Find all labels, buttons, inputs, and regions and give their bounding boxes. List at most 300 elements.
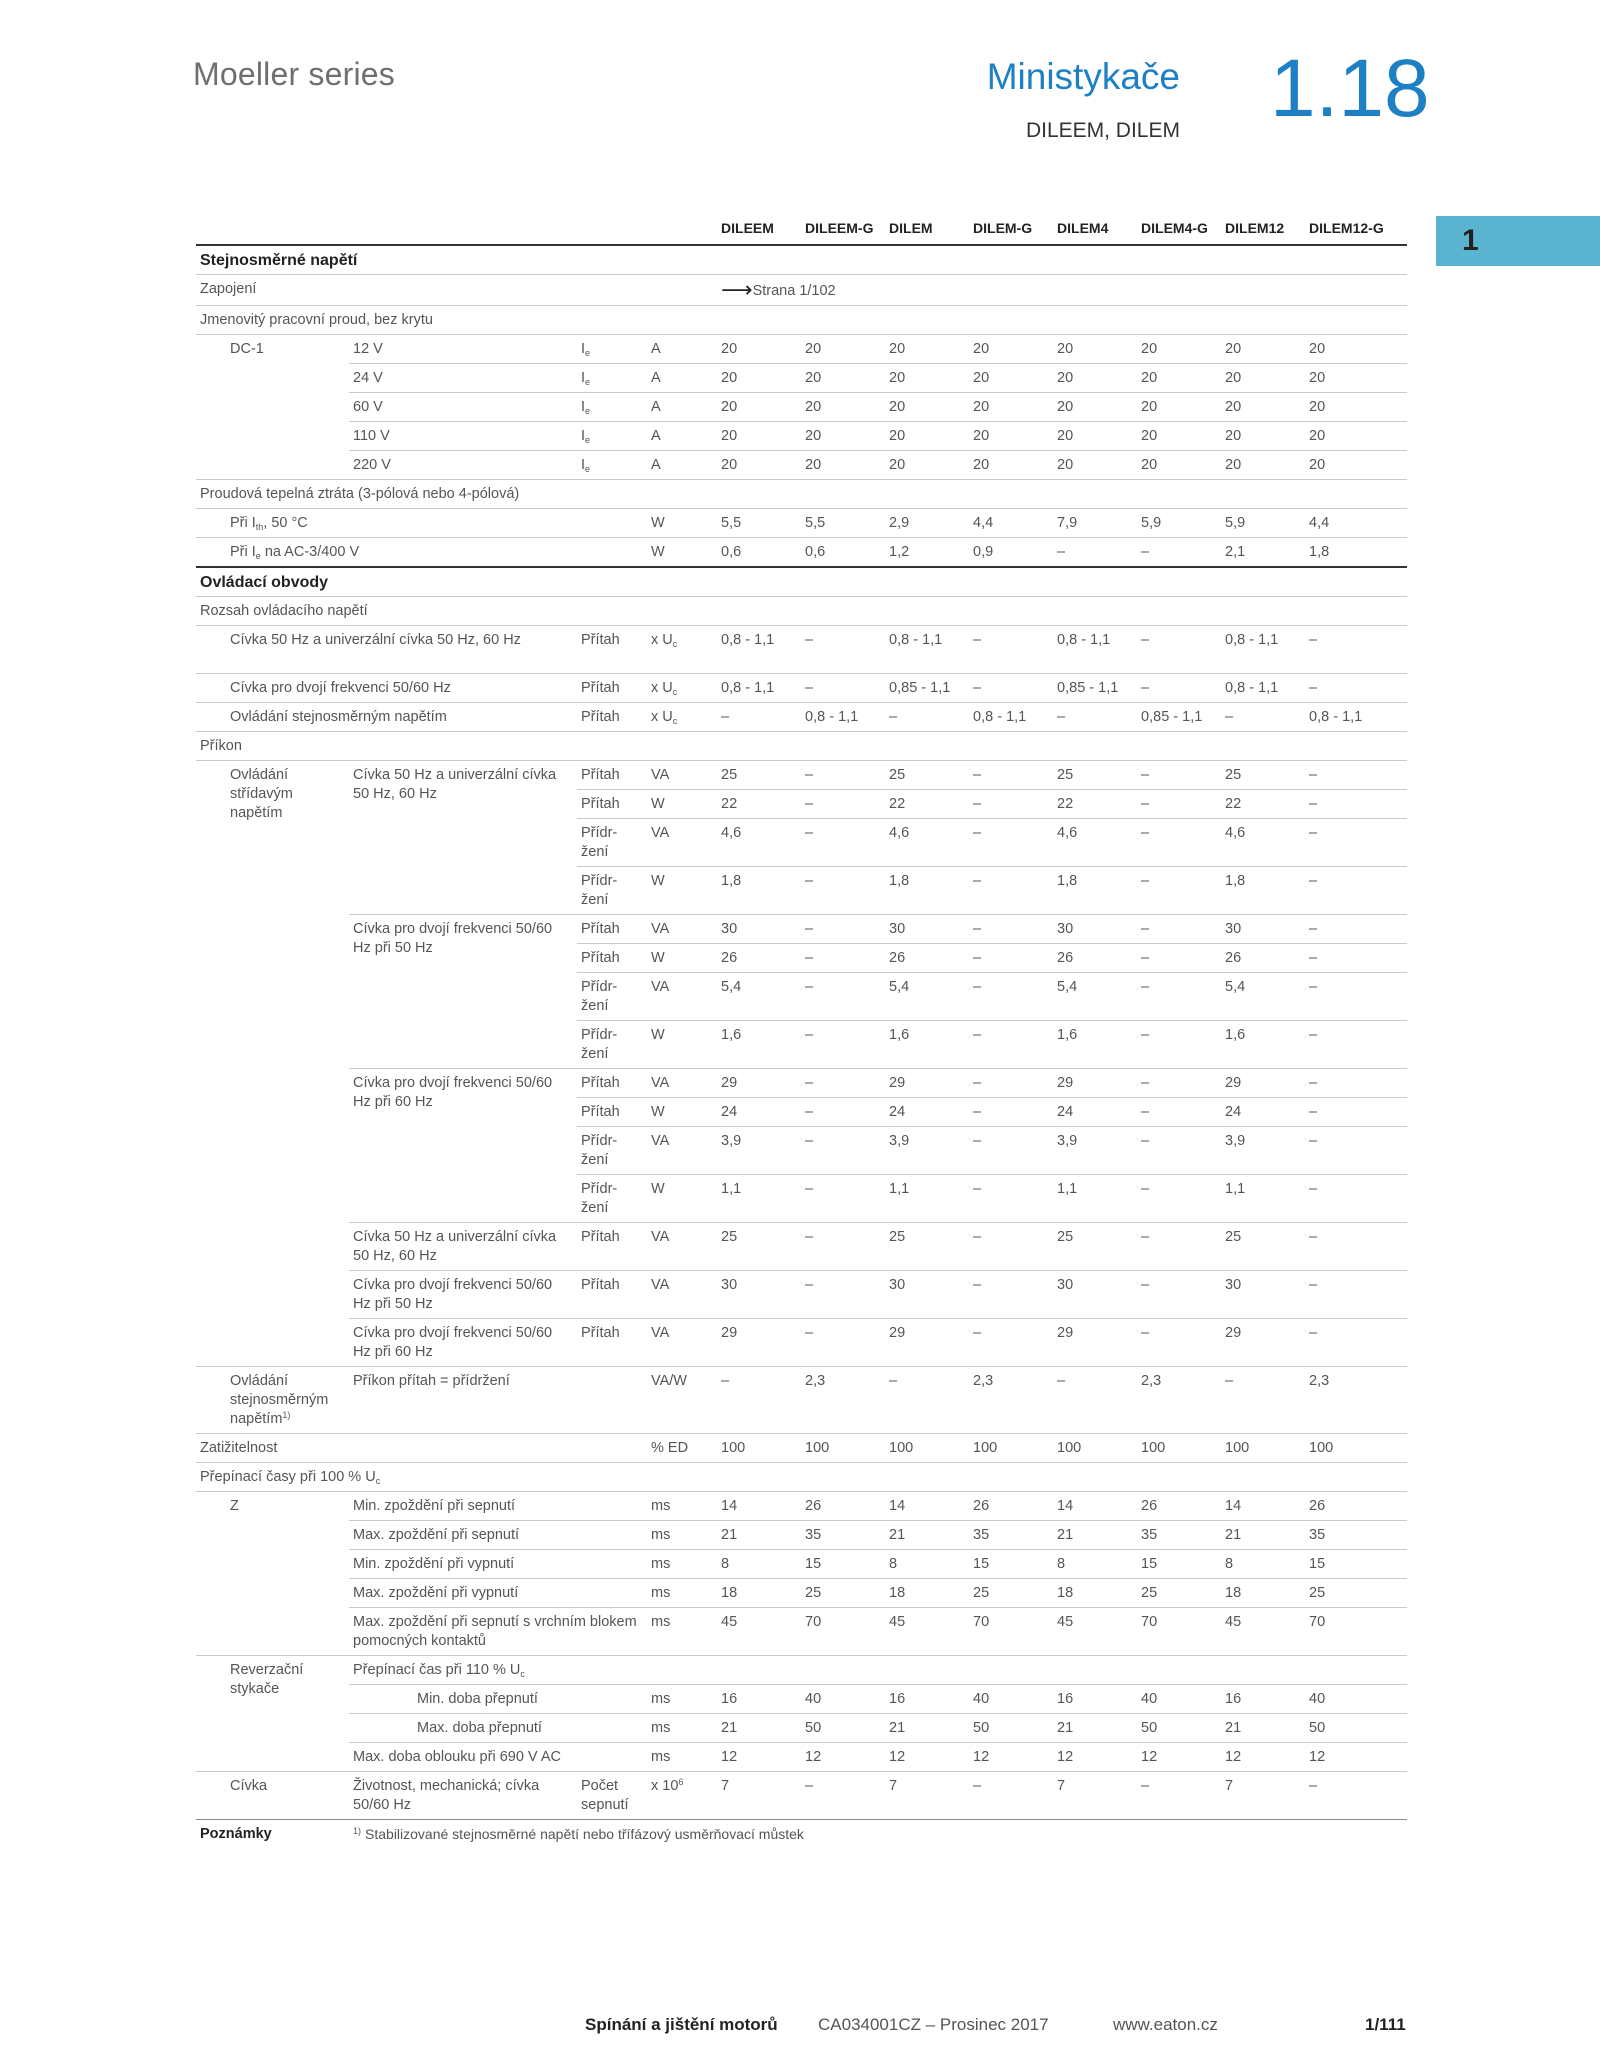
value-cell: – (801, 915, 885, 944)
value-cell: 7 (1053, 1772, 1137, 1820)
kind-cell: Přítah (577, 761, 647, 790)
column-header-dilem-g: DILEM-G (969, 214, 1053, 245)
value-cell: 0,8 - 1,1 (1053, 626, 1137, 674)
z-row (196, 1521, 1407, 1550)
value-cell: 100 (969, 1434, 1053, 1463)
footer-page: 1/111 (1365, 2015, 1406, 2034)
value-cell: 1,8 (885, 867, 969, 915)
value-cell: 2,1 (1221, 538, 1305, 568)
loss-sub: th (255, 522, 264, 532)
value-cell: 20 (1053, 335, 1137, 364)
spec-table (196, 214, 1407, 1849)
dc-control-text: Ovládání stejnosměrným napětím (230, 1373, 329, 1427)
value-cell: 40 (1137, 1685, 1221, 1714)
value-cell: 22 (717, 790, 801, 819)
section-row (196, 245, 1407, 275)
kind-cell: Přítah (577, 1271, 647, 1319)
symbol-sub: e (585, 435, 591, 445)
value-cell: 1,8 (1305, 538, 1407, 568)
value-cell: – (801, 1772, 885, 1820)
value-cell: 2,3 (969, 1367, 1053, 1434)
value-cell: 20 (717, 364, 801, 393)
coil-label: Cívka (196, 1772, 349, 1820)
value-cell: 20 (1305, 451, 1407, 480)
value-cell: 12 (885, 1743, 969, 1772)
notes-row (196, 1820, 1407, 1850)
value-cell: 30 (1221, 1271, 1305, 1319)
value-cell: – (801, 1127, 885, 1175)
side-tab-label: 1 (1462, 224, 1479, 257)
voltage-label: 12 V (349, 335, 577, 364)
table-row (196, 451, 1407, 480)
z-row (196, 1550, 1407, 1579)
power-label: Příkon (196, 732, 1407, 761)
chapter-number: 1.18 (1270, 43, 1430, 134)
power-row (196, 761, 1407, 790)
value-cell: 8 (717, 1550, 801, 1579)
dc-control-row (196, 1367, 1407, 1434)
value-cell: – (1053, 1367, 1137, 1434)
value-cell: – (801, 1021, 885, 1069)
value-cell: – (969, 1772, 1053, 1820)
table-row (196, 364, 1407, 393)
voltage-label: 24 V (349, 364, 577, 393)
unit-cell: A (647, 451, 717, 480)
value-cell: – (801, 1319, 885, 1367)
value-cell: 20 (1137, 393, 1221, 422)
symbol: I (581, 428, 586, 444)
value-cell: 0,8 - 1,1 (717, 626, 801, 674)
value-cell: – (1137, 944, 1221, 973)
value-cell: – (1137, 1069, 1221, 1098)
value-cell: 0,85 - 1,1 (1053, 674, 1137, 703)
value-cell: 0,8 - 1,1 (969, 703, 1053, 732)
value-cell: 20 (717, 451, 801, 480)
symbol: I (581, 399, 586, 415)
value-cell: – (1305, 1021, 1407, 1069)
footnote-ref: 1) (282, 1410, 291, 1420)
value-cell: 20 (717, 422, 801, 451)
value-cell: 4,4 (1305, 509, 1407, 538)
value-cell: 5,4 (717, 973, 801, 1021)
value-cell: 4,4 (969, 509, 1053, 538)
symbol-sub: e (585, 377, 591, 387)
value-cell: 12 (1221, 1743, 1305, 1772)
notes-label: Poznámky (200, 1826, 272, 1842)
kind-cell: Přítah (577, 703, 647, 732)
value-cell: – (801, 626, 885, 674)
value-cell: 20 (1221, 422, 1305, 451)
value-cell: – (717, 1367, 801, 1434)
arc-row (196, 1743, 1407, 1772)
unit-cell: ms (647, 1608, 717, 1656)
range-label: Rozsah ovládacího napětí (196, 597, 1407, 626)
value-cell: 14 (1053, 1492, 1137, 1521)
z-row-label: Min. zpoždění při sepnutí (349, 1492, 647, 1521)
duty-label: Zatižitelnost (196, 1434, 647, 1463)
value-cell: 3,9 (885, 1127, 969, 1175)
value-cell: 50 (801, 1714, 885, 1743)
value-cell: 100 (801, 1434, 885, 1463)
value-cell: 20 (1221, 393, 1305, 422)
loss-suffix: , 50 °C (263, 515, 308, 531)
value-cell: 24 (1053, 1098, 1137, 1127)
value-cell: 4,6 (717, 819, 801, 867)
value-cell: – (1053, 703, 1137, 732)
value-cell: 24 (1221, 1098, 1305, 1127)
value-cell: – (1305, 674, 1407, 703)
value-cell: – (969, 674, 1053, 703)
z-row-label: Max. zpoždění při vypnutí (349, 1579, 647, 1608)
wiring-link: Strana 1/102 (752, 283, 836, 299)
unit-cell: ms (647, 1743, 717, 1772)
value-cell: 26 (1137, 1492, 1221, 1521)
side-tab[interactable] (1436, 216, 1600, 266)
unit-cell: ms (647, 1579, 717, 1608)
value-cell: – (1137, 1098, 1221, 1127)
rev-row-label: Min. doba přepnutí (349, 1685, 647, 1714)
value-cell: 40 (801, 1685, 885, 1714)
value-cell: 26 (1221, 944, 1305, 973)
unit-text: x U (651, 709, 673, 725)
value-cell: 5,5 (717, 509, 801, 538)
unit-cell: A (647, 335, 717, 364)
value-cell: 2,3 (1137, 1367, 1221, 1434)
rev-row (196, 1714, 1407, 1743)
value-cell: 0,9 (969, 538, 1053, 568)
coil-group-label: Cívka pro dvojí frekvenci 50/60 Hz při 60 Hz (349, 1069, 577, 1223)
unit-cell: VA (647, 819, 717, 867)
value-cell: 20 (885, 451, 969, 480)
value-cell: – (1305, 626, 1407, 674)
value-cell: – (1137, 1772, 1221, 1820)
value-cell: 30 (885, 915, 969, 944)
value-cell: 20 (1221, 335, 1305, 364)
loss-row-label (196, 538, 647, 568)
value-cell: 15 (801, 1550, 885, 1579)
value-cell: 12 (969, 1743, 1053, 1772)
unit-cell: VA (647, 1069, 717, 1098)
range-row (196, 674, 1407, 703)
value-cell: 7,9 (1053, 509, 1137, 538)
value-cell: 70 (801, 1608, 885, 1656)
kind-cell: Přítah (577, 915, 647, 944)
value-cell: 25 (1053, 761, 1137, 790)
value-cell: – (1137, 674, 1221, 703)
value-cell: – (1305, 1175, 1407, 1223)
value-cell: 16 (885, 1685, 969, 1714)
value-cell: 20 (969, 422, 1053, 451)
value-cell: 21 (717, 1714, 801, 1743)
value-cell: 12 (717, 1743, 801, 1772)
value-cell: 24 (885, 1098, 969, 1127)
value-cell: 0,8 - 1,1 (717, 674, 801, 703)
value-cell: 45 (1053, 1608, 1137, 1656)
value-cell: 25 (1305, 1579, 1407, 1608)
coil-group-label: Cívka pro dvojí frekvenci 50/60 Hz při 50 Hz (349, 1271, 577, 1319)
value-cell: 20 (969, 393, 1053, 422)
dc1-label: DC-1 (196, 335, 349, 480)
loss-prefix: Při I (230, 544, 256, 560)
section-row (196, 567, 1407, 597)
kind-cell: Přítah (577, 790, 647, 819)
brand: Moeller series (193, 56, 395, 92)
value-cell: – (1137, 1319, 1221, 1367)
coil-group-label: Cívka pro dvojí frekvenci 50/60 Hz při 60 Hz (349, 1319, 577, 1367)
value-cell: 0,85 - 1,1 (1137, 703, 1221, 732)
coil-row (196, 1772, 1407, 1820)
value-cell: 29 (1221, 1069, 1305, 1098)
unit-cell (647, 703, 717, 732)
value-cell: 5,4 (885, 973, 969, 1021)
value-cell: – (801, 1098, 885, 1127)
coil-desc: Životnost, mechanická; cívka 50/60 Hz (349, 1772, 577, 1820)
value-cell: 20 (717, 393, 801, 422)
column-header-dileem: DILEEM (717, 214, 801, 245)
value-cell: 1,1 (885, 1175, 969, 1223)
value-cell: 3,9 (717, 1127, 801, 1175)
value-cell: 20 (885, 422, 969, 451)
value-cell: 5,9 (1137, 509, 1221, 538)
table-row (196, 422, 1407, 451)
value-cell: – (801, 761, 885, 790)
rev-row-label: Max. doba přepnutí (349, 1714, 647, 1743)
value-cell: – (1137, 1175, 1221, 1223)
wiring-value (717, 275, 1407, 306)
power-label-row (196, 732, 1407, 761)
value-cell: 24 (717, 1098, 801, 1127)
value-cell: – (1137, 538, 1221, 568)
value-cell: 7 (717, 1772, 801, 1820)
value-cell: – (801, 819, 885, 867)
value-cell: 16 (717, 1685, 801, 1714)
z-row-label: Min. zpoždění při vypnutí (349, 1550, 647, 1579)
value-cell: – (1137, 1021, 1221, 1069)
value-cell: 1,8 (1221, 867, 1305, 915)
value-cell: 35 (1137, 1521, 1221, 1550)
value-cell: 14 (717, 1492, 801, 1521)
value-cell: – (801, 1271, 885, 1319)
value-cell: 26 (1053, 944, 1137, 973)
z-row-label: Max. zpoždění při sepnutí (349, 1521, 647, 1550)
value-cell: – (801, 867, 885, 915)
value-cell: 30 (717, 915, 801, 944)
value-cell: 5,4 (1221, 973, 1305, 1021)
value-cell: 20 (1305, 364, 1407, 393)
unit-cell: A (647, 393, 717, 422)
dc-control-label (196, 1367, 349, 1434)
unit-text: x U (651, 680, 673, 696)
coil-group-label: Cívka 50 Hz a univerzální cívka 50 Hz, 60 Hz (349, 1223, 577, 1271)
unit-cell: W (647, 538, 717, 568)
value-cell: 12 (1053, 1743, 1137, 1772)
value-cell: 4,6 (1221, 819, 1305, 867)
column-header-dilem12: DILEM12 (1221, 214, 1305, 245)
loss-prefix: Při I (230, 515, 256, 531)
kind-cell: Přídr-žení (577, 867, 647, 915)
value-cell: 25 (1221, 1223, 1305, 1271)
table-row (196, 335, 1407, 364)
value-cell: 8 (1221, 1550, 1305, 1579)
unit-cell (647, 626, 717, 674)
value-cell: – (969, 944, 1053, 973)
value-cell: 26 (717, 944, 801, 973)
kind-cell: Přídr-žení (577, 1175, 647, 1223)
power-row (196, 1223, 1407, 1271)
value-cell: 22 (885, 790, 969, 819)
value-cell: 29 (885, 1319, 969, 1367)
value-cell: – (1137, 1127, 1221, 1175)
wiring-label: Zapojení (196, 275, 717, 306)
unit-cell: VA (647, 1223, 717, 1271)
value-cell: – (969, 626, 1053, 674)
value-cell: 1,6 (1221, 1021, 1305, 1069)
value-cell: 4,6 (1053, 819, 1137, 867)
symbol-cell (577, 364, 647, 393)
rev-sub-sub: c (520, 1669, 525, 1679)
value-cell: 0,6 (717, 538, 801, 568)
value-cell: 8 (885, 1550, 969, 1579)
value-cell: – (1053, 538, 1137, 568)
value-cell: 26 (969, 1492, 1053, 1521)
value-cell: – (801, 790, 885, 819)
value-cell: 100 (1221, 1434, 1305, 1463)
value-cell: – (1305, 1127, 1407, 1175)
value-cell: 1,2 (885, 538, 969, 568)
value-cell: – (801, 1175, 885, 1223)
value-cell: – (1137, 790, 1221, 819)
value-cell: – (1305, 790, 1407, 819)
kind-cell: Přídr-žení (577, 819, 647, 867)
value-cell: 20 (1053, 364, 1137, 393)
value-cell: – (969, 1021, 1053, 1069)
value-cell: – (1137, 819, 1221, 867)
column-header-dilem4: DILEM4 (1053, 214, 1137, 245)
value-cell: 4,6 (885, 819, 969, 867)
value-cell: 20 (1305, 393, 1407, 422)
value-cell: 20 (969, 451, 1053, 480)
footnote-mark: 1) (353, 1826, 362, 1836)
unit-cell: VA (647, 761, 717, 790)
symbol-sub: e (585, 348, 591, 358)
value-cell: 100 (1053, 1434, 1137, 1463)
coil-group-label: Cívka pro dvojí frekvenci 50/60 Hz při 50 Hz (349, 915, 577, 1069)
unit-sub: c (672, 687, 678, 697)
value-cell: 45 (717, 1608, 801, 1656)
voltage-label: 60 V (349, 393, 577, 422)
value-cell: 0,8 - 1,1 (801, 703, 885, 732)
value-cell: 20 (1053, 422, 1137, 451)
current-label: Jmenovitý pracovní proud, bez krytu (196, 306, 1407, 335)
value-cell: 100 (717, 1434, 801, 1463)
value-cell: – (969, 1098, 1053, 1127)
kind-cell: Přítah (577, 1223, 647, 1271)
value-cell: 1,8 (1053, 867, 1137, 915)
kind-cell: Přídr-žení (577, 1127, 647, 1175)
page-title: Ministykače (986, 56, 1180, 97)
value-cell: – (1137, 867, 1221, 915)
value-cell: 20 (801, 393, 885, 422)
duty-row (196, 1434, 1407, 1463)
value-cell: 20 (969, 335, 1053, 364)
value-cell: – (1137, 626, 1221, 674)
rev-label-row (196, 1656, 1407, 1685)
value-cell: 0,8 - 1,1 (1221, 674, 1305, 703)
value-cell: 14 (1221, 1492, 1305, 1521)
wiring-row (196, 275, 1407, 306)
value-cell: 20 (1305, 335, 1407, 364)
column-header-dilem4-g: DILEM4-G (1137, 214, 1221, 245)
unit-cell: W (647, 509, 717, 538)
value-cell: – (801, 973, 885, 1021)
value-cell: 25 (717, 761, 801, 790)
rev-sub-label (349, 1656, 1407, 1685)
value-cell: – (969, 761, 1053, 790)
value-cell: 1,1 (1053, 1175, 1137, 1223)
value-cell: 1,1 (717, 1175, 801, 1223)
range-row-label: Ovládání stejnosměrným napětím (196, 703, 577, 732)
value-cell: 7 (885, 1772, 969, 1820)
unit-cell: VA (647, 1127, 717, 1175)
value-cell: 22 (1221, 790, 1305, 819)
loss-label-row (196, 480, 1407, 509)
value-cell: 16 (1053, 1685, 1137, 1714)
value-cell: 70 (1137, 1608, 1221, 1656)
value-cell: – (1305, 1772, 1407, 1820)
value-cell: – (1305, 1098, 1407, 1127)
value-cell: 25 (717, 1223, 801, 1271)
z-row (196, 1608, 1407, 1656)
value-cell: 29 (1221, 1319, 1305, 1367)
value-cell: 8 (1053, 1550, 1137, 1579)
value-cell: 100 (1137, 1434, 1221, 1463)
value-cell: 12 (801, 1743, 885, 1772)
value-cell: 45 (885, 1608, 969, 1656)
footnote-text: Stabilizované stejnosměrné napětí nebo třífázový usměrňovací můstek (365, 1826, 804, 1842)
value-cell: – (1137, 761, 1221, 790)
value-cell: 20 (1305, 422, 1407, 451)
z-row-label: Max. zpoždění při sepnutí s vrchním blokem pomocných kontaktů (349, 1608, 647, 1656)
z-label: Z (196, 1492, 349, 1656)
unit-cell: A (647, 364, 717, 393)
footer-web[interactable]: www.eaton.cz (1113, 2015, 1218, 2034)
symbol-cell (577, 422, 647, 451)
value-cell: 30 (1221, 915, 1305, 944)
value-cell: 18 (885, 1579, 969, 1608)
notes-text (349, 1820, 1407, 1850)
value-cell: – (1137, 973, 1221, 1021)
value-cell: 2,9 (885, 509, 969, 538)
value-cell: 1,6 (885, 1021, 969, 1069)
power-row (196, 1319, 1407, 1367)
power-row (196, 915, 1407, 944)
page-subtitle: DILEEM, DILEM (1025, 119, 1180, 142)
value-cell: 21 (1053, 1521, 1137, 1550)
unit-sub: c (672, 639, 678, 649)
value-cell: – (969, 790, 1053, 819)
value-cell: – (801, 1223, 885, 1271)
loss-row (196, 538, 1407, 568)
value-cell: – (1221, 1367, 1305, 1434)
value-cell: – (1137, 1223, 1221, 1271)
loss-row (196, 509, 1407, 538)
value-cell: – (969, 1319, 1053, 1367)
value-cell: 40 (1305, 1685, 1407, 1714)
kind-cell: Přítah (577, 674, 647, 703)
value-cell: – (1305, 1069, 1407, 1098)
value-cell: 2,3 (801, 1367, 885, 1434)
unit-cell: W (647, 867, 717, 915)
